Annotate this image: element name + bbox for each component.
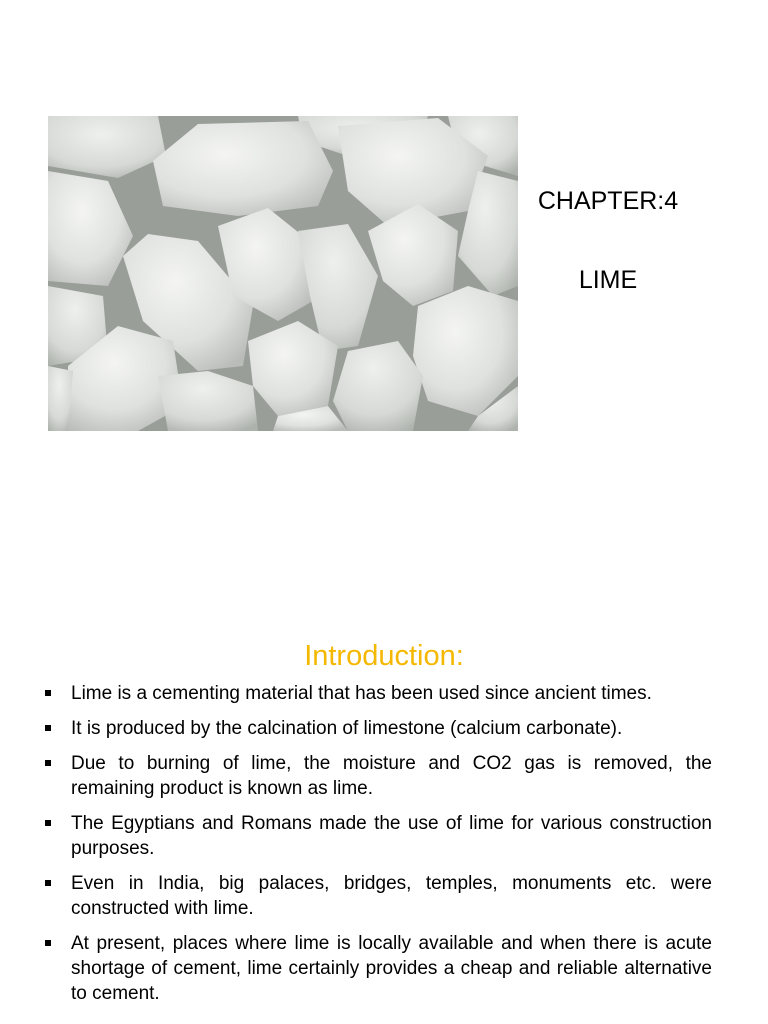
lime-stones-photo <box>48 116 518 431</box>
list-item <box>42 931 712 1006</box>
list-item-text: Even in India, big palaces, bridges, temples, monuments etc. were constructed with lime. <box>71 873 712 919</box>
list-item-text: At present, places where lime is locally available and when there is acute shortage of cement, lime certainly provides a cheap and reliable alternative to cement. <box>71 933 712 1004</box>
list-item <box>42 871 712 921</box>
list-item-text: Lime is a cementing material that has been used since ancient times. <box>71 683 652 704</box>
list-item-text: The Egyptians and Romans made the use of lime for various construction purposes. <box>71 813 712 859</box>
introduction-heading: Introduction: <box>304 640 464 672</box>
list-item-text: It is produced by the calcination of limestone (calcium carbonate). <box>71 718 623 739</box>
bullet-icon <box>45 880 51 886</box>
bullet-icon <box>45 690 51 696</box>
list-item-text: Due to burning of lime, the moisture and CO2 gas is removed, the remaining product is known as lime. <box>71 753 712 799</box>
list-item <box>42 716 712 741</box>
title-block <box>520 184 696 297</box>
bullet-icon <box>45 760 51 766</box>
bullet-icon <box>45 940 51 946</box>
bullet-icon <box>45 820 51 826</box>
list-item <box>42 751 712 801</box>
list-item <box>42 681 712 706</box>
topic-title: LIME <box>578 266 638 294</box>
list-item <box>42 811 712 861</box>
chapter-title: CHAPTER:4 <box>537 187 679 215</box>
introduction-list <box>42 681 712 1016</box>
bullet-icon <box>45 725 51 731</box>
